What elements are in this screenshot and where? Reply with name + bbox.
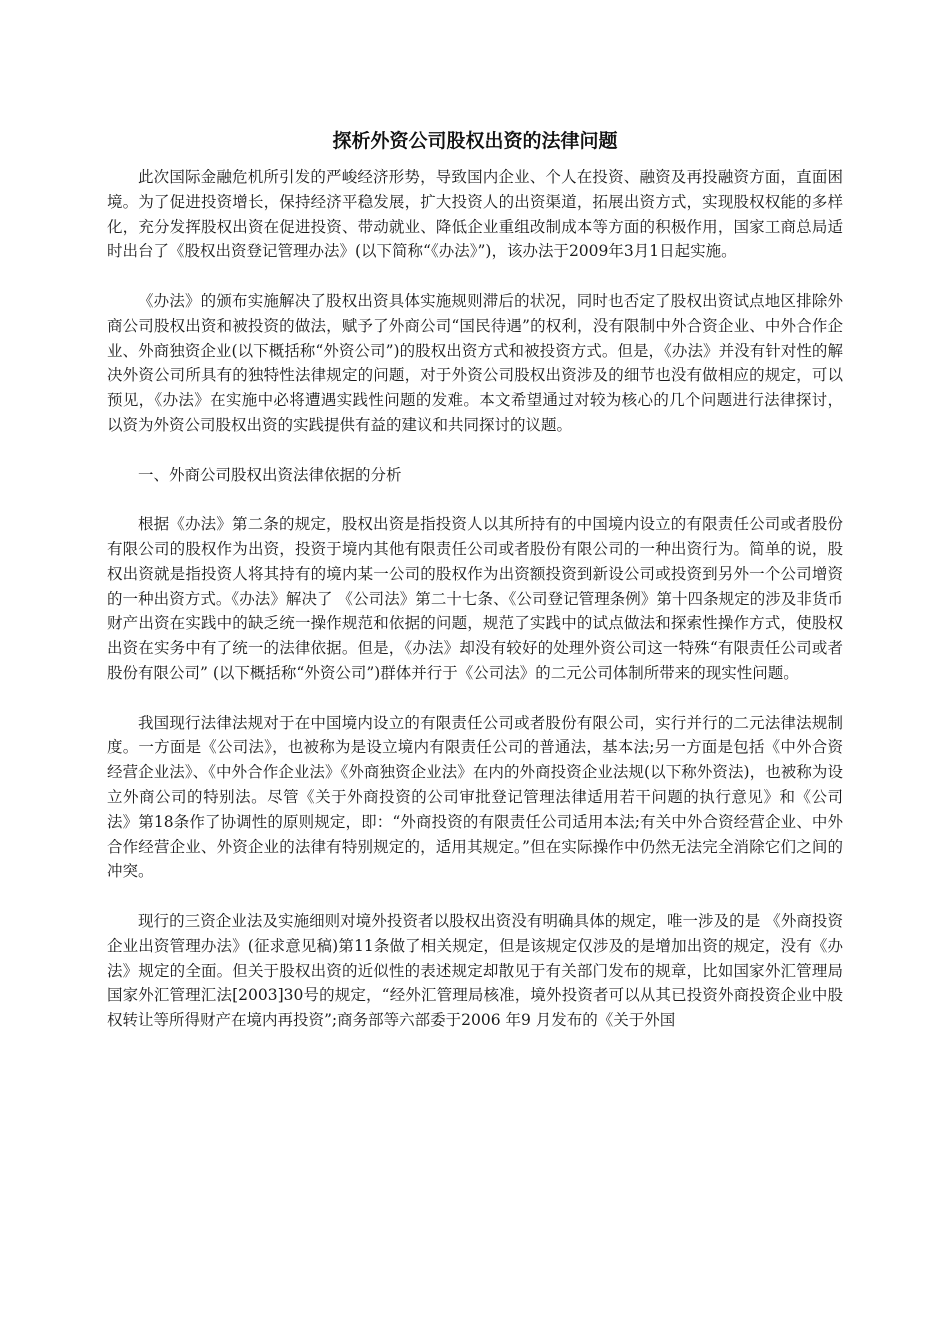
paragraph-dual-system: 我国现行法律法规对于在中国境内设立的有限责任公司或者股份有限公司，实行并行的二元法律法规制度。一方面是《公司法》，也被称为是设立境内有限责任公司的普通法，基本法;另一方面是包括《中外合资经营企业法》、《中外合作企业法》《外商独资企业法》在内的外商投资企业法规(以下称外资法)，也被称为设立外商公司的特别法。尽管《关于外商投资的公司审批登记管理法律适用若干问题的执行意见》和《公司法》第18条作了协调性的原则规定，即：“外商投资的有限责任公司适用本法;有关中外合资经营企业、中外合作经营企业、外资企业的法律有特别规定的，适用其规定。”但在实际操作中仍然无法完全消除它们之间的冲突。 — [107, 713, 843, 881]
document-body — [107, 165, 843, 1058]
paragraph-intro: 此次国际金融危机所引发的严峻经济形势，导致国内企业、个人在投资、融资及再投融资方面，直面困境。为了促进投资增长，保持经济平稳发展，扩大投资人的出资渠道，拓展出资方式，实现股权权能的多样化，充分发挥股权出资在促进投资、带动就业、降低企业重组改制成本等方面的积极作用，国家工商总局适时出台了《股权出资登记管理办法》(以下简称“《办法》”)，该办法于2009年3月1日起实施。 — [107, 168, 843, 261]
section-heading-1: 一、外商公司股权出资法律依据的分析 — [138, 465, 402, 484]
paragraph-measures-overview: 《办法》的颁布实施解决了股权出资具体实施规则滞后的状况，同时也否定了股权出资试点地区排除外商公司股权出资和被投资的做法，赋予了外商公司“国民待遇”的权利，没有限制中外合资企业、中外合作企业、外商独资企业(以下概括称“外资公司”)的股权出资方式和被投资方式。但是，《办法》并没有针对性的解决外资公司所具有的独特性法律规定的问题，对于外资公司股权出资涉及的细节也没有做相应的规定，可以预见，《办法》在实施中必将遭遇实践性问题的发难。本文希望通过对较为核心的几个问题进行法律探讨，以资为外资公司股权出资的实践提供有益的建议和共同探讨的议题。 — [107, 291, 843, 434]
document-title: 探析外资公司股权出资的法律问题 — [332, 130, 618, 152]
paragraph-legal-basis: 根据《办法》第二条的规定，股权出资是指投资人以其所持有的中国境内设立的有限责任公司或者股份有限公司的股权作为出资，投资于境内其他有限责任公司或者股份有限公司的一种出资行为。简单的说，股权出资就是指投资人将其持有的境内某一公司的股权作为出资额投资到新设公司或投资到另外一个公司增资的一种出资方式。《办法》解决了 《公司法》第二十七条、《公司登记管理条例》第十四条规定的涉及非货币财产出资在实践中的缺乏统一操作规范和依据的问题，规范了实践中的试点做法和探索性操作方式，使股权出资在实务中有了统一的法律依据。但是，《办法》却没有较好的处理外资公司这一特殊“有限责任公司或者股份有限公司” (以下概括称“外资公司”)群体并行于《公司法》的二元公司体制所带来的现实性问题。 — [107, 515, 843, 682]
paragraph-current-regulations: 现行的三资企业法及实施细则对境外投资者以股权出资没有明确具体的规定，唯一涉及的是 《外商投资企业出资管理办法》(征求意见稿)第11条做了相关规定，但是该规定仅涉及的是增加出资的规定，没有《办法》规定的全面。但关于股权出资的近似性的表述规定却散见于有关部门发布的规章，比如国家外汇管理局国家外汇管理汇法[2003]30号的规定，“经外汇管理局核准，境外投资者可以从其已投资外商投资企业中股权转让等所得财产在境内再投资”;商务部等六部委于2006 年9 月发布的《关于外国 — [107, 911, 843, 1030]
